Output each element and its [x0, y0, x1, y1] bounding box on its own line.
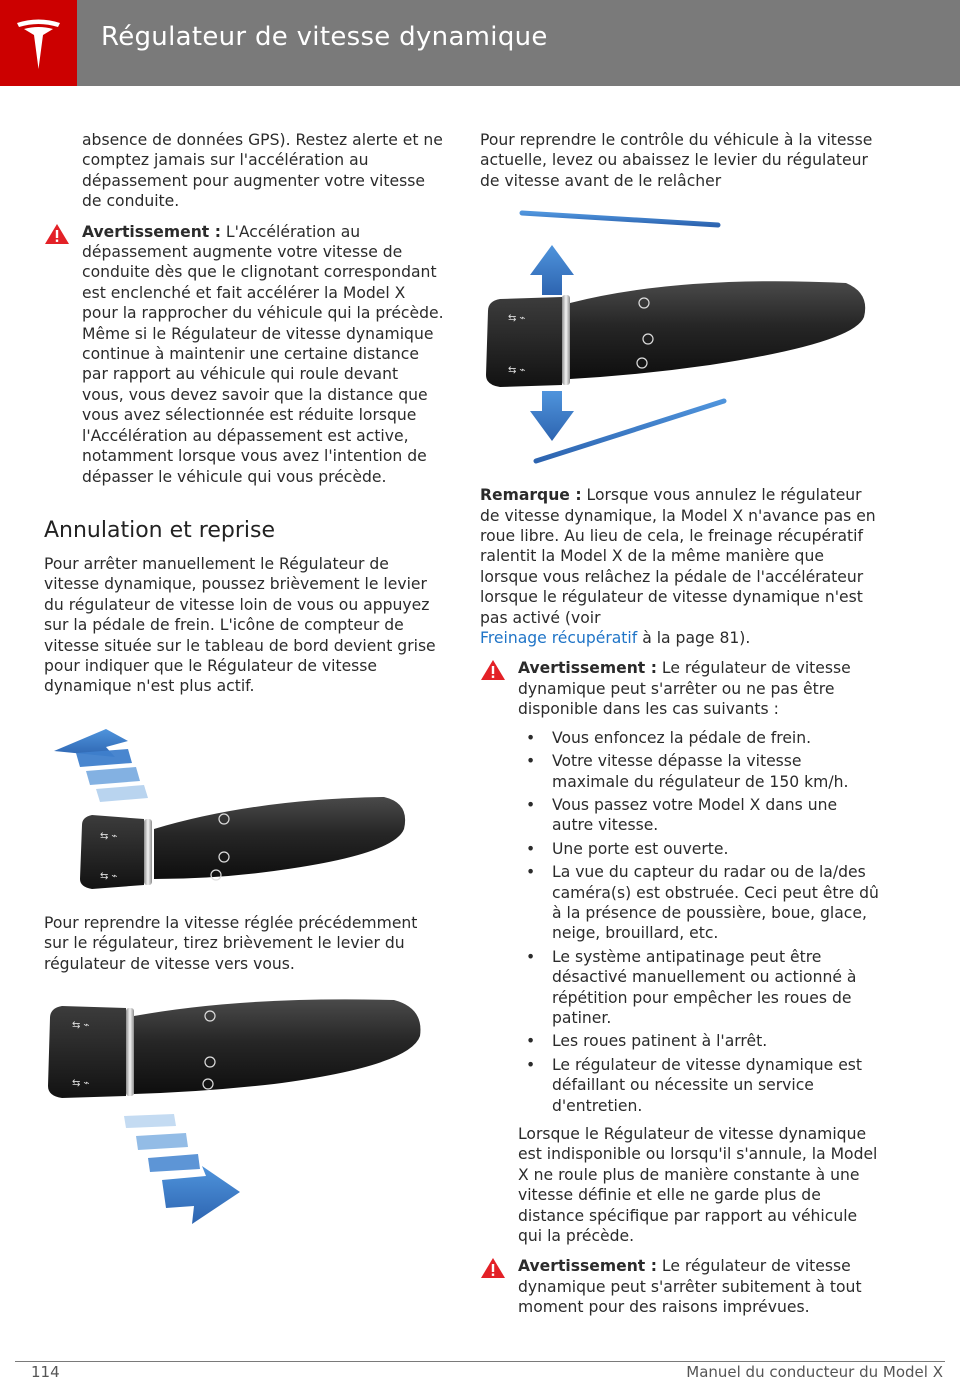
- lever-body: [154, 797, 405, 879]
- arrow-away-icon: [54, 729, 148, 802]
- page-title: Régulateur de vitesse dynamique: [101, 22, 548, 52]
- list-item: • La vue du capteur du radar ou de la/des caméra(s) est obstruée. Ceci peut être dû à la présence de poussière, boue, glace, neige, brouillard, etc.: [518, 862, 880, 944]
- lever-up-down-illustration: [480, 203, 880, 475]
- manual-title: Manuel du conducteur du Model X: [686, 1363, 943, 1381]
- warning-text: L'Accélération au dépassement augmente votre vitesse de conduite dès que le clignotant correspondant est enclenché et fait accélérer la Model X pour la rapprocher du véhicule qui la précède. Même si le Régulateur de vitesse dynamique continue à maintenir une certaine distance par rapport au véhicule qui roule devant vous, vous devez savoir que la distance que vous avez sélectionnée est réduite lorsque l'Accélération au dépassement est active, notamment lorsque vous avez l'intention de dépasser le véhicule qui vous précède.: [82, 222, 444, 486]
- warning-text: Le régulateur de vitesse dynamique peut s'arrêter subitement à tout moment pour des raisons imprévues.: [518, 1257, 862, 1317]
- svg-text:⇆ ⌁: ⇆ ⌁: [100, 830, 118, 842]
- page-number: 114: [31, 1363, 60, 1381]
- svg-text:⇆ ⌁: ⇆ ⌁: [72, 1077, 90, 1089]
- lever-body: [134, 999, 420, 1094]
- warning-overtake: [44, 222, 444, 487]
- footer-divider: [15, 1361, 945, 1362]
- warning-sudden-stop: [480, 1256, 880, 1317]
- note-text: Lorsque vous annulez le régulateur de vitesse dynamique, la Model X n'avance pas en roue libre. Au lieu de cela, le freinage récupératif ralentit la Model X de la même manière que lorsque vous relâchez la pédale de l'accélérateur lorsque le régulateur de vitesse dynamique n'est pas activé (voir: [480, 486, 876, 627]
- warning-triangle-icon: [480, 659, 506, 681]
- resume-control-paragraph: Pour reprendre le contrôle du véhicule à la vitesse actuelle, levez ou abaissez le levier du régulateur de vitesse avant de le relâcher: [480, 131, 873, 190]
- lever-ring: [144, 819, 152, 885]
- svg-text:⇆ ⌁: ⇆ ⌁: [508, 365, 526, 377]
- lever-ring: [562, 295, 570, 385]
- arrow-toward-icon: [124, 1114, 240, 1224]
- cancel-paragraph: Pour arrêter manuellement le Régulateur de vitesse dynamique, poussez brièvement le levier du régulateur de vitesse loin de vous ou appuyez sur la pédale de frein. L'icône de compteur de vitesse située sur le tableau de bord devient grise pour indiquer que le Régulateur de vitesse dynamique n'est plus actif.: [44, 554, 436, 696]
- lever-ring: [126, 1008, 134, 1096]
- warning-triangle-icon: [480, 1257, 506, 1279]
- svg-text:⇆ ⌁: ⇆ ⌁: [100, 870, 118, 882]
- intro-paragraph: absence de données GPS). Restez alerte et ne comptez jamais sur l'accélération au dépassement pour augmenter votre vitesse de conduite.: [82, 131, 443, 211]
- tesla-logo: [0, 0, 77, 86]
- note-label: Remarque :: [480, 486, 582, 505]
- lever-pull-illustration: [44, 986, 424, 1236]
- arrow-down-icon: [530, 391, 574, 441]
- unavailable-paragraph: Lorsque le Régulateur de vitesse dynamique est indisponible ou lorsqu'il s'annule, la Model X ne roule plus de manière constante à une vitesse définie et elle ne garde plus de distance spécifique par rapport au véhicule qui la précède.: [518, 1125, 878, 1246]
- left-column: [44, 130, 444, 1236]
- warning-label: Avertissement :: [518, 1257, 657, 1276]
- warning-unavailable: [480, 658, 880, 1246]
- regen-braking-link[interactable]: Freinage récupératif: [480, 629, 638, 648]
- tesla-logo-icon: [13, 17, 64, 71]
- resume-paragraph: Pour reprendre la vitesse réglée précédemment sur le régulateur, tirez brièvement le levier du régulateur de vitesse vers vous.: [44, 913, 418, 973]
- warning-label: Avertissement :: [518, 659, 657, 678]
- svg-text:⇆ ⌁: ⇆ ⌁: [72, 1019, 90, 1031]
- lever-body: [570, 281, 865, 379]
- list-item: • Le système antipatinage peut être désactivé manuellement ou actionné à répétition pour empêcher les roues de patiner.: [518, 947, 880, 1029]
- page-header: [0, 0, 960, 86]
- note-paragraph: [480, 485, 880, 648]
- list-item: • Le régulateur de vitesse dynamique est défaillant ou nécessite un service d'entretien.: [518, 1055, 880, 1116]
- conditions-list: [518, 728, 880, 1116]
- warning-label: Avertissement :: [82, 222, 221, 241]
- list-item: • Une porte est ouverte.: [518, 839, 880, 859]
- warning-triangle-icon: [44, 223, 70, 245]
- lever-push-away-illustration: [44, 709, 424, 899]
- arrow-up-icon: [530, 245, 574, 295]
- note-text-after: à la page 81).: [642, 629, 751, 648]
- warning-text: Le régulateur de vitesse dynamique peut s'arrêter ou ne pas être disponible dans les cas suivants :: [518, 659, 851, 719]
- section-title: Annulation et reprise: [44, 517, 275, 543]
- right-column: [480, 130, 880, 1318]
- list-item: • Votre vitesse dépasse la vitesse maximale du régulateur de 150 km/h.: [518, 751, 880, 792]
- list-item: • Vous enfoncez la pédale de frein.: [518, 728, 880, 748]
- list-item: • Les roues patinent à l'arrêt.: [518, 1031, 880, 1051]
- list-item: • Vous passez votre Model X dans une autre vitesse.: [518, 795, 880, 836]
- svg-text:⇆ ⌁: ⇆ ⌁: [508, 313, 526, 325]
